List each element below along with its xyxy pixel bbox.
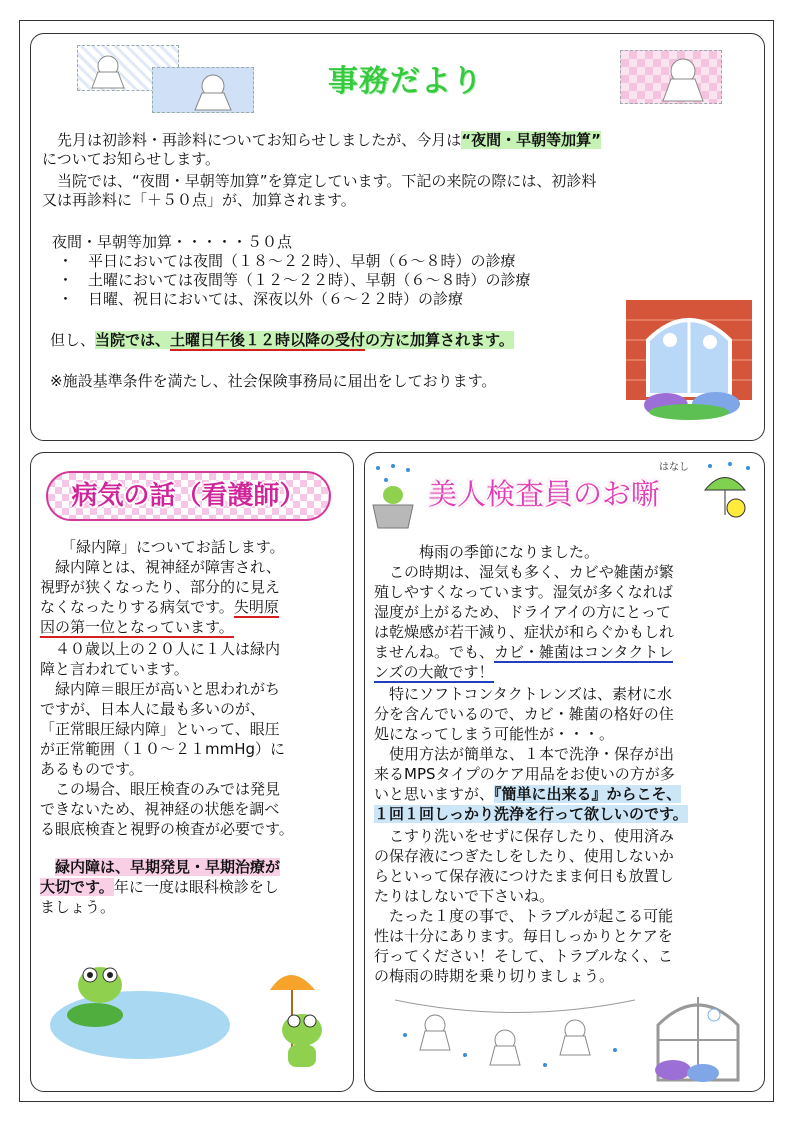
teru-teru-bozu-icon: [621, 51, 721, 103]
right-line-14: [374, 805, 688, 824]
bullet-weekday: ・ 平日においては夜間（１８～２２時）、早朝（６～８時）の診療: [58, 252, 516, 270]
left-line-last: ましょう。: [40, 898, 116, 916]
left-line-4: なくなったりする病気です。失明原: [40, 598, 279, 616]
right-line-15: こすり洗いをせずに保存したり、使用済み: [374, 827, 675, 845]
right-line-8: 特にソフトコンタクトレンズは、素材に水: [374, 685, 672, 703]
rainy-window-illustration-icon: [626, 300, 752, 420]
right-highlight-start: 『簡単に出来る』からこそ、: [494, 785, 682, 803]
intro-line-1: 先月は初診料・再診料についてお知らせしましたが、今月は“夜間・早朝等加算”: [42, 131, 601, 149]
intro-line-2: についてお知らせします。: [42, 150, 221, 168]
bullet-holiday: ・ 日曜、祝日においては、深夜以外（６～２２時）の診療: [58, 290, 464, 308]
intro-line-3: 当院では、“夜間・早朝等加算”を算定しています。下記の来院の際には、初診料: [42, 172, 597, 190]
right-underline-end: ンズの大敵です！: [374, 663, 494, 681]
right-line-5: は乾燥感が若干減り、症状が和らぐかもしれ: [374, 623, 675, 641]
teru-teru-bozu-tile-icon: [620, 50, 722, 104]
right-line-20: 性は十分にあります。毎日しっかりとケアを: [374, 927, 673, 945]
hanging-teru-teru-bozu-icon: [395, 995, 635, 1075]
left-highlight-line-2: 大切です。年に一度は眼科検診をし: [40, 878, 279, 896]
left-line-14: できないため、視神経の状態を調べ: [40, 800, 280, 818]
right-line-3: 殖しやすくなっています。湿気が多くなれば: [374, 583, 673, 601]
right-line-18: たりはしないで下さいね。: [374, 887, 555, 905]
window-hydrangea-icon: [648, 985, 748, 1085]
footnote: ※施設基準条件を満たし、社会保険事務局に届出をしております。: [50, 372, 497, 390]
frog-bucket-icon: [368, 460, 418, 530]
left-highlight-line-1: 緑内障は、早期発見・早期治療が: [55, 858, 281, 876]
left-line-8: 緑内障＝眼圧が高いと思われがち: [40, 680, 281, 698]
left-line-11: が正常範囲（１０～２１mmHg）に: [40, 740, 286, 758]
fee-title: 夜間・早朝等加算・・・・・５０点: [52, 233, 293, 251]
bullet-saturday: ・ 土曜においては夜間等（１２～２２時）、早朝（６～８時）の診療: [58, 271, 531, 289]
office-news-title: 事務だより: [328, 64, 483, 99]
title-ruby: はなし: [659, 462, 689, 473]
left-line-9: ですが、日本人に最も多いのが、: [40, 700, 266, 718]
right-line-7: [374, 663, 494, 682]
right-line-1: 梅雨の季節になりました。: [374, 543, 600, 561]
left-line-12: あるものです。: [40, 760, 144, 778]
right-line-16: の保存液につぎたしをしたり、使用しないか: [374, 847, 674, 865]
left-line-15: る眼底検査と視野の検査が必要です。: [40, 820, 294, 838]
right-line-21: 行ってください！そして、トラブルなく、こ: [374, 947, 673, 965]
right-line-19: たった１度の事で、トラブルが起こる可能: [374, 907, 674, 925]
left-line-13: この場合、眼圧検査のみでは発見: [40, 780, 281, 798]
intro-line-4: 又は再診料に「＋５０点」が、加算されます。: [42, 191, 356, 209]
left-line-5: [40, 618, 234, 637]
notice-highlight: 当院では、土曜日午後１２時以降の受付の方に加算されます。: [95, 331, 514, 349]
inspector-talk-title: 美人検査員のお噺: [428, 477, 661, 511]
right-line-11: 使用方法が簡単な、１本で洗浄・保存が出: [374, 745, 675, 763]
left-underline-start: 失明原: [233, 598, 279, 616]
right-underline-start: カビ・雑菌はコンタクトレ: [494, 643, 674, 661]
notice-line: 但し、当院では、土曜日午後１２時以降の受付の方に加算されます。: [50, 331, 514, 349]
right-line-9: 分を含んでいるので、カビ・雑菌の格好の住: [374, 705, 674, 723]
right-line-12: 来るMPSタイプのケア用品をお使いの方が多: [374, 765, 675, 783]
highlight-night-fee: “夜間・早朝等加算”: [461, 131, 601, 149]
right-highlight-end: １回１回しっかり洗浄を行って欲しいのです。: [374, 805, 688, 823]
left-line-1: 「緑内障」についてお話します。: [61, 538, 285, 556]
notice-underline: 土曜日午後１２時以降の受付: [170, 331, 366, 349]
disease-talk-title: 病気の話（看護師）: [46, 471, 331, 521]
teru-teru-bozu-icon: [153, 68, 253, 112]
umbrella-character-icon: [700, 460, 755, 530]
left-line-3: 視野が狭くなったり、部分的に見え: [40, 578, 281, 596]
left-line-2: 緑内障とは、視神経が障害され、: [40, 558, 281, 576]
frogs-illustration-icon: [40, 955, 340, 1085]
right-line-22: の梅雨の時期を乗り切りましょう。: [374, 967, 615, 985]
left-line-10: 「正常眼圧緑内障」といって、眼圧: [40, 720, 280, 738]
left-line-6: ４０歳以上の２０人に１人は緑内: [40, 640, 281, 658]
right-line-10: 処になってしまう可能性が・・・。: [374, 725, 615, 743]
right-line-13: いと思いますが、『簡単に出来る』からこそ、: [374, 785, 682, 803]
teru-teru-bozu-tile-icon: [152, 67, 254, 113]
left-line-7: 障と言われています。: [40, 660, 189, 678]
right-line-17: らといって保存液につけたまま何日も放置し: [374, 867, 674, 885]
left-underline-end: 因の第一位となっています。: [40, 618, 234, 636]
right-line-6: ませんね。でも、カビ・雑菌はコンタクトレ: [374, 643, 674, 661]
right-line-2: この時期は、湿気も多く、カビや雑菌が繁: [374, 563, 674, 581]
right-line-4: 湿度が上がるため、ドライアイの方にとって: [374, 603, 671, 621]
